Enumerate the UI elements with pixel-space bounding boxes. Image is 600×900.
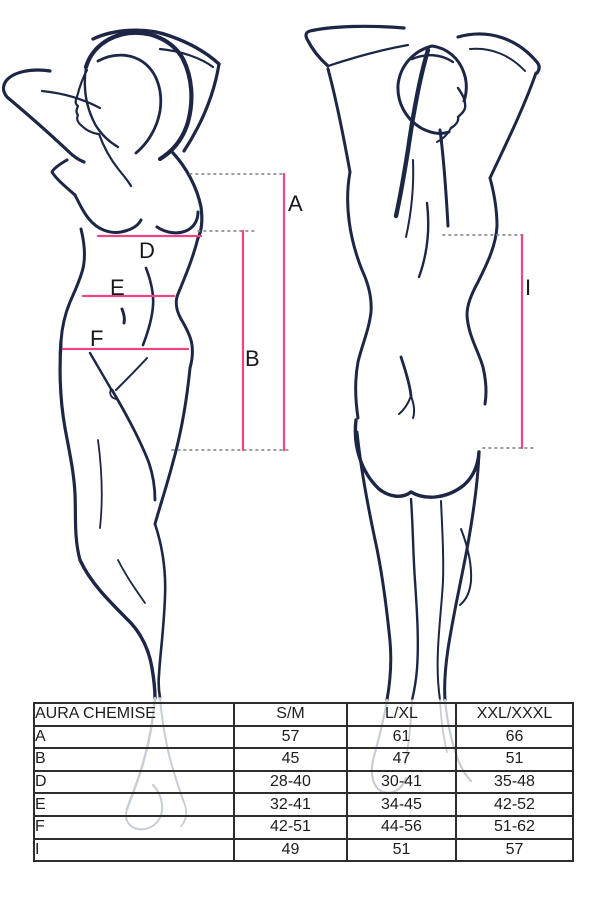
front-left-leg-outer xyxy=(60,341,80,560)
back-crown-strand xyxy=(412,55,453,62)
front-right-side-upper xyxy=(173,153,202,238)
back-right-upper-arm xyxy=(490,73,536,178)
size-table xyxy=(33,702,574,862)
table-header-row xyxy=(34,703,573,726)
table-title: AURA CHEMISE xyxy=(34,703,234,726)
measure-label-d: D xyxy=(139,238,155,263)
table-row xyxy=(34,816,573,839)
front-abdomen-line xyxy=(143,268,153,345)
back-ponytail-mid xyxy=(406,160,413,237)
back-left-contour xyxy=(348,172,372,418)
front-navel xyxy=(122,309,124,323)
row-label-d: D xyxy=(34,771,234,794)
back-left-upper-arm xyxy=(328,69,350,172)
row-label-e: E xyxy=(34,793,234,816)
front-armpit-left xyxy=(52,160,75,195)
col-header-xxl: XXL/XXXL xyxy=(456,703,573,726)
table-row xyxy=(34,726,573,749)
row-label-a: A xyxy=(34,726,234,749)
table-row xyxy=(34,793,573,816)
back-figure xyxy=(306,26,539,700)
col-header-sm: S/M xyxy=(234,703,347,726)
measure-label-b: B xyxy=(245,346,260,371)
table-row xyxy=(34,748,573,771)
back-right-forearm-inner xyxy=(470,49,525,71)
table-row xyxy=(34,771,573,794)
value-i-xxl: 57 xyxy=(456,839,573,862)
front-right-leg-outer xyxy=(155,368,190,524)
front-right-leg-lower xyxy=(155,524,165,698)
front-left-forearm-inner xyxy=(42,91,100,108)
measure-label-i: I xyxy=(525,275,532,300)
back-face-profile xyxy=(451,88,465,128)
row-label-f: F xyxy=(34,816,234,839)
back-left-leg-inner xyxy=(411,499,418,700)
front-neck-line xyxy=(99,134,131,186)
front-pubic-left xyxy=(90,353,111,389)
back-right-leg-outer xyxy=(445,452,479,700)
value-f-xxl: 51-62 xyxy=(456,816,573,839)
value-i-lxl: 51 xyxy=(347,839,456,862)
back-crack-line xyxy=(401,357,411,396)
measure-label-e: E xyxy=(110,275,125,300)
front-hair-face-strand xyxy=(85,67,118,147)
back-crack-left xyxy=(399,396,411,414)
front-shin-sweep xyxy=(80,560,155,698)
back-left-leg-outer xyxy=(357,432,391,700)
front-left-breast xyxy=(75,195,141,232)
back-left-forearm xyxy=(306,26,404,66)
measure-label-f: F xyxy=(90,326,104,351)
front-figure xyxy=(3,30,219,698)
back-right-leg-inner xyxy=(438,501,444,700)
front-inner-left-thigh xyxy=(98,440,102,528)
measure-label-a: A xyxy=(288,191,303,216)
value-b-xxl: 51 xyxy=(456,748,573,771)
back-crack-right xyxy=(411,396,414,418)
value-f-lxl: 44-56 xyxy=(347,816,456,839)
row-label-i: I xyxy=(34,839,234,862)
front-inner-knee-line xyxy=(118,560,145,603)
value-d-lxl: 30-41 xyxy=(347,771,456,794)
back-measurements xyxy=(443,235,533,448)
value-e-lxl: 34-45 xyxy=(347,793,456,816)
value-b-lxl: 47 xyxy=(347,748,456,771)
value-d-xxl: 35-48 xyxy=(456,771,573,794)
value-e-sm: 32-41 xyxy=(234,793,347,816)
back-right-buttock xyxy=(411,452,479,497)
value-e-xxl: 42-52 xyxy=(456,793,573,816)
front-pubic-right xyxy=(116,358,147,390)
value-i-sm: 49 xyxy=(234,839,347,862)
value-a-xxl: 66 xyxy=(456,726,573,749)
col-header-lxl: L/XL xyxy=(347,703,456,726)
value-d-sm: 28-40 xyxy=(234,771,347,794)
back-spine-line xyxy=(419,203,428,277)
back-ponytail-right xyxy=(440,130,448,226)
value-f-sm: 42-51 xyxy=(234,816,347,839)
table-row xyxy=(34,839,573,862)
front-right-breast xyxy=(157,212,198,233)
front-inner-thigh-sweep xyxy=(112,390,155,500)
back-right-contour xyxy=(467,178,497,404)
front-measurements xyxy=(63,174,303,450)
row-label-b: B xyxy=(34,748,234,771)
front-left-arm-outer xyxy=(3,70,84,162)
back-left-forearm-lower xyxy=(328,45,408,66)
value-b-sm: 45 xyxy=(234,748,347,771)
value-a-lxl: 61 xyxy=(347,726,456,749)
value-a-sm: 57 xyxy=(234,726,347,749)
front-left-waist-hip xyxy=(60,229,84,355)
